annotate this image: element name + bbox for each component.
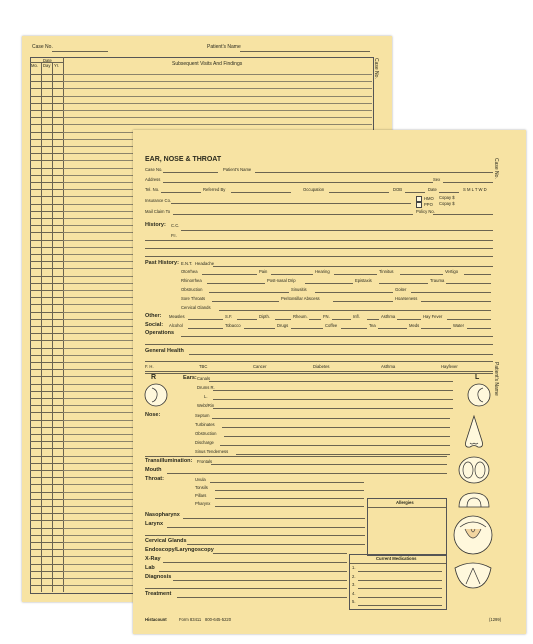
grid-col-line: [63, 57, 64, 592]
ppo-label: PPO: [424, 202, 433, 208]
med-number: 1.: [352, 565, 356, 570]
other-item: Infl.: [353, 314, 360, 319]
social-item: Tea: [369, 323, 376, 328]
grid-row-line: [30, 268, 63, 269]
grid-row-line: [30, 189, 63, 190]
footer-phone: 800-645-5220: [205, 617, 232, 622]
ear-l-label: L: [475, 374, 480, 381]
grid-row-line: [30, 88, 63, 89]
operations-label: Operations: [145, 330, 175, 336]
lab-label: Lab: [145, 565, 155, 571]
drums-l-label: L.: [204, 394, 208, 399]
field-line: [177, 597, 347, 598]
field-line[interactable]: [244, 328, 275, 329]
dob-label: DOB: [393, 187, 403, 192]
field-line: [163, 182, 433, 183]
grid-row-line: [30, 513, 63, 514]
endoscopy-label: Endoscopy/Laryngoscopy: [145, 547, 214, 553]
grid-row-line: [30, 218, 63, 219]
field-line[interactable]: [215, 506, 364, 507]
policy-label: Policy No.: [416, 209, 435, 214]
ear-left-icon: [466, 382, 492, 408]
field-line: [211, 464, 447, 465]
field-line[interactable]: [236, 454, 450, 455]
grid-row-line: [30, 304, 63, 305]
back-side-label: Case No.: [373, 58, 379, 79]
field-line: [167, 473, 447, 474]
social-item: Water: [453, 323, 465, 328]
nose-bottom-icon: [455, 454, 493, 486]
field-line: [163, 562, 347, 563]
field-line[interactable]: [467, 328, 491, 329]
history-line[interactable]: [145, 248, 493, 249]
general-health-label: General Health: [145, 348, 184, 354]
past-history-item: Cervical Glands: [181, 305, 211, 310]
transillumination-label: Transillumination:: [145, 458, 193, 464]
grid-row-line: [30, 153, 63, 154]
field-line[interactable]: [210, 482, 364, 483]
occupation-label: Occupation: [303, 187, 325, 192]
grid-row-line: [30, 348, 63, 349]
hmo-label: HMO: [424, 196, 434, 202]
grid-row-line: [30, 398, 63, 399]
field-line: [213, 266, 493, 267]
grid-row-line: [30, 297, 63, 298]
social-label: Social:: [145, 322, 164, 328]
grid-row-line: [30, 556, 63, 557]
grid-row-line: [30, 578, 63, 579]
social-item: Drugs: [277, 323, 289, 328]
field-line: [183, 518, 365, 519]
grid-row-line: [30, 463, 63, 464]
grid-row-line: [30, 196, 63, 197]
grid-row-line: [30, 412, 63, 413]
copay-label-2: Copay $: [439, 201, 455, 206]
past-history-item: Vertigo: [445, 269, 459, 274]
grid-row-line: [30, 384, 63, 385]
field-line[interactable]: [379, 283, 428, 284]
social-item: Meds: [409, 323, 420, 328]
larynx-icon: [451, 560, 495, 590]
field-line[interactable]: [237, 319, 257, 320]
grid-row-line: [30, 232, 63, 233]
copay-label: Copay $: [439, 195, 455, 200]
nose-item: Sinus Tenderness: [195, 449, 229, 454]
other-label: Other:: [145, 313, 162, 319]
field-line: [171, 203, 411, 204]
fh-item: Asthma: [381, 364, 396, 369]
field-line: [433, 214, 493, 215]
past-history-item: Pain: [259, 269, 268, 274]
grid-row-line: [30, 261, 63, 262]
treatment-label: Treatment: [145, 591, 172, 597]
grid-row-line: [30, 405, 63, 406]
field-line: [161, 192, 201, 193]
field-line[interactable]: [400, 274, 443, 275]
field-line: [173, 580, 347, 581]
grid-row-line: [30, 484, 63, 485]
field-line[interactable]: [222, 427, 450, 428]
grid-row-line: [30, 542, 63, 543]
history-line[interactable]: [145, 240, 493, 241]
other-item: Rheum.: [293, 314, 308, 319]
med-number: 4.: [352, 590, 356, 596]
grid-row-line: [30, 276, 63, 277]
grid-row-line: [30, 110, 63, 111]
back-case-no-line: [52, 51, 108, 52]
side-case-no: Case No.: [493, 158, 499, 179]
grid-row-line: [30, 211, 63, 212]
mouth-label: Mouth: [145, 467, 162, 473]
field-line: [173, 214, 413, 215]
grid-row-line: [30, 96, 63, 97]
social-item: Tobacco: [225, 323, 241, 328]
grid-row-line: [30, 333, 63, 334]
other-item: Asthma: [381, 314, 396, 319]
past-history-item: Sinusitis: [291, 287, 307, 292]
field-line: [145, 344, 493, 345]
nasopharynx-label: Nasopharynx: [145, 512, 180, 518]
field-line[interactable]: [291, 328, 323, 329]
grid-row-line: [30, 62, 63, 63]
grid-row-line: [30, 204, 63, 205]
field-line[interactable]: [188, 319, 223, 320]
field-line: [181, 336, 493, 337]
back-case-no-label: Case No.: [32, 44, 53, 50]
med-line[interactable]: [358, 571, 442, 572]
front-sheet: [133, 130, 526, 634]
findings-line[interactable]: [63, 117, 372, 118]
date-header: Date: [43, 58, 52, 63]
field-line[interactable]: [212, 418, 450, 419]
allergies-box[interactable]: [367, 498, 447, 556]
field-line[interactable]: [315, 292, 393, 293]
past-history-item: Trauma: [430, 278, 445, 283]
past-history-item: Epistaxis: [355, 278, 372, 283]
grid-row-line: [30, 441, 63, 442]
smltw-label: S M L T W D: [463, 187, 487, 192]
box-divider: [350, 563, 446, 564]
grid-row-line: [30, 175, 63, 176]
other-item: S.F.: [225, 314, 233, 319]
field-line: [439, 192, 459, 193]
ppo-checkbox[interactable]: [416, 202, 433, 208]
insurance-label: Insurance Co.: [145, 198, 172, 203]
fh-label: F. H.: [145, 364, 154, 369]
med-number: 2.: [352, 573, 356, 579]
mail-claim-label: Mail Claim To: [145, 209, 171, 214]
form-title: EAR, NOSE & THROAT: [145, 156, 222, 163]
field-line[interactable]: [378, 328, 407, 329]
divider: [145, 373, 493, 374]
field-line[interactable]: [209, 292, 289, 293]
field-line: [189, 354, 493, 355]
med-line[interactable]: [358, 588, 442, 589]
grid-row-line: [30, 81, 63, 82]
past-history-item: Goiter: [395, 287, 407, 292]
canals-label: Canals: [197, 376, 211, 381]
field-line[interactable]: [367, 319, 379, 320]
ears-label: Ears:: [183, 375, 197, 381]
ear-right-icon: [143, 382, 169, 408]
field-line: [213, 553, 347, 554]
field-line[interactable]: [145, 456, 447, 457]
med-number: 5.: [352, 599, 356, 604]
drums-r-label: Drums R.: [197, 385, 215, 390]
field-line[interactable]: [464, 274, 491, 275]
grid-row-line: [30, 470, 63, 471]
grid-row-line: [30, 74, 63, 75]
throat-label: Throat:: [145, 476, 164, 482]
ent-label: E.N.T.: [181, 261, 193, 266]
field-line[interactable]: [446, 283, 491, 284]
field-line: [231, 192, 291, 193]
findings-line[interactable]: [63, 81, 372, 82]
past-history-item: Post-nasal Drip: [267, 278, 296, 283]
findings-line[interactable]: [63, 88, 372, 89]
field-line[interactable]: [332, 319, 351, 320]
nose-item: Turbinates: [195, 422, 215, 427]
grid-row-line: [30, 477, 63, 478]
side-patients-name: Patient's Name: [493, 362, 499, 396]
history-line[interactable]: [181, 230, 493, 231]
grid-row-line: [30, 283, 63, 284]
field-line[interactable]: [334, 274, 377, 275]
field-line: [329, 192, 389, 193]
fh-item: Cancer: [253, 364, 267, 369]
past-history-item: Otorrhea: [181, 269, 198, 274]
field-line: [145, 361, 493, 362]
field-line[interactable]: [220, 445, 450, 446]
back-patient-name-label: Patient's Name: [207, 44, 241, 50]
field-line[interactable]: [411, 292, 491, 293]
field-line[interactable]: [421, 301, 491, 302]
field-line[interactable]: [309, 319, 321, 320]
field-line[interactable]: [207, 283, 265, 284]
field-line[interactable]: [145, 371, 493, 372]
past-history-item: Rhinorrhea: [181, 278, 202, 283]
throat-item: Pharynx: [195, 501, 211, 506]
nose-item: Obstruction: [195, 431, 217, 436]
field-line: [167, 527, 365, 528]
col-mo: Mo.: [31, 63, 38, 68]
field-line[interactable]: [275, 319, 291, 320]
grid-row-line: [30, 391, 63, 392]
fh-item: TBC: [199, 364, 208, 369]
field-line[interactable]: [333, 301, 393, 302]
grid-row-line: [30, 240, 63, 241]
grid-row-line: [30, 549, 63, 550]
field-line[interactable]: [215, 498, 364, 499]
findings-header: Subsequent Visits And Findings: [172, 61, 243, 67]
grid-row-line: [30, 535, 63, 536]
grid-row-line: [30, 168, 63, 169]
field-line[interactable]: [421, 328, 451, 329]
field-line: [405, 192, 425, 193]
address-label: Address: [145, 177, 161, 182]
fh-item: Diabetes: [313, 364, 330, 369]
current-meds-label: Current Medications: [376, 556, 417, 561]
social-item: Alcohol: [169, 323, 183, 328]
nasopharynx-icon: [455, 489, 493, 511]
history-label: History:: [145, 222, 166, 228]
med-line[interactable]: [358, 580, 442, 581]
grid-row-line: [30, 326, 63, 327]
past-history-item: Peritonsillar Abscess: [281, 296, 320, 301]
grid-row-line: [30, 182, 63, 183]
grid-row-line: [30, 146, 63, 147]
grid-row-line: [30, 160, 63, 161]
grid-row-line: [30, 340, 63, 341]
field-line: [255, 172, 493, 173]
cervical-glands-label: Cervical Glands: [145, 538, 187, 544]
field-line: [209, 381, 453, 382]
back-patient-name-line: [240, 51, 370, 52]
field-line: [145, 588, 347, 589]
diagnosis-label: Diagnosis: [145, 574, 172, 580]
grid-row-line: [30, 420, 63, 421]
col-day: Day: [43, 63, 51, 68]
findings-line[interactable]: [63, 124, 372, 125]
box-divider: [368, 507, 446, 508]
tel-label: Tel. No.: [145, 187, 160, 192]
nose-label: Nose:: [145, 412, 161, 418]
field-line[interactable]: [202, 274, 257, 275]
past-history-item: Tinnitus: [379, 269, 394, 274]
nose-front-icon: [456, 413, 492, 451]
field-line[interactable]: [215, 490, 364, 491]
xray-label: X-Ray: [145, 556, 161, 562]
footer-code: (1299): [489, 617, 502, 622]
footer-form: Form 83411: [179, 617, 202, 622]
grid-row-line: [30, 427, 63, 428]
field-line[interactable]: [305, 283, 353, 284]
other-item: Hay Fever: [423, 314, 443, 319]
grid-row-line: [30, 124, 63, 125]
frontals-label: Frontals: [197, 459, 213, 464]
field-line[interactable]: [341, 328, 367, 329]
grid-row-line: [30, 362, 63, 363]
col-yr: Yr.: [54, 63, 60, 68]
footer-brand: Histacount: [145, 617, 167, 622]
field-line[interactable]: [212, 301, 279, 302]
grid-row-line: [30, 520, 63, 521]
mouth-throat-icon: [451, 513, 495, 557]
nose-item: Discharge: [195, 440, 214, 445]
fh-item: Hayfever: [441, 364, 458, 369]
grid-row-line: [30, 376, 63, 377]
grid-row-line: [30, 448, 63, 449]
field-line[interactable]: [188, 328, 223, 329]
field-line: [159, 571, 347, 572]
grid-row-line: [30, 492, 63, 493]
field-line[interactable]: [447, 319, 491, 320]
findings-line[interactable]: [63, 74, 372, 75]
referred-label: Referred By: [203, 187, 226, 192]
med-line[interactable]: [358, 605, 442, 606]
grid-row-line: [30, 132, 63, 133]
field-line: [187, 544, 365, 545]
grid-row-line: [30, 585, 63, 586]
past-history-item: Sore Throats: [181, 296, 206, 301]
patients-name-label: Patient's Name: [223, 167, 252, 172]
allergies-label: Allergies: [396, 500, 414, 505]
findings-line[interactable]: [63, 96, 372, 97]
nose-item: Septum: [195, 413, 210, 418]
grid-row-line: [30, 139, 63, 140]
past-history-item: Hearing: [315, 269, 330, 274]
med-number: 3.: [352, 582, 356, 587]
grid-row-line: [30, 225, 63, 226]
findings-line[interactable]: [63, 103, 372, 104]
sex-label: Sex: [433, 177, 441, 182]
field-line: [213, 399, 453, 400]
grid-row-line: [30, 355, 63, 356]
grid-row-line: [30, 528, 63, 529]
field-line: [163, 172, 218, 173]
grid-row-line: [30, 434, 63, 435]
past-history-item: Obstruction: [181, 287, 203, 292]
field-line: [443, 182, 493, 183]
grid-row-line: [30, 254, 63, 255]
past-history-label: Past History:: [145, 260, 179, 266]
throat-item: Pillars: [195, 493, 207, 498]
grid-row-line: [30, 247, 63, 248]
history-line[interactable]: [145, 256, 493, 257]
grid-row-line: [30, 312, 63, 313]
field-line: [213, 408, 453, 409]
past-history-item: Hoarseness: [395, 296, 418, 301]
headache-label: Headache: [195, 261, 215, 266]
cc-label: C.C.: [171, 223, 180, 228]
field-line[interactable]: [397, 319, 421, 320]
other-item: Measles: [169, 314, 185, 319]
field-line: [213, 390, 453, 391]
date-label: Date: [428, 187, 437, 192]
grid-row-line: [30, 290, 63, 291]
grid-row-line: [30, 117, 63, 118]
weber-label: Webt/Rin: [197, 403, 215, 408]
ear-r-label: R: [151, 374, 157, 381]
larynx-label: Larynx: [145, 521, 164, 527]
field-line: [145, 535, 365, 536]
grid-row-line: [30, 564, 63, 565]
throat-item: Uvula: [195, 477, 206, 482]
med-line[interactable]: [358, 597, 442, 598]
social-item: Coffee: [325, 323, 338, 328]
field-line[interactable]: [271, 274, 313, 275]
grid-row-line: [30, 103, 63, 104]
pi-label: P.I.: [171, 233, 177, 238]
other-item: Dipth.: [259, 314, 270, 319]
other-item: FN.: [323, 314, 330, 319]
grid-row-line: [30, 369, 63, 370]
findings-line[interactable]: [63, 110, 372, 111]
grid-row-line: [30, 319, 63, 320]
grid-row-line: [30, 506, 63, 507]
case-no-label: Case No.: [145, 167, 163, 172]
grid-row-line: [30, 456, 63, 457]
grid-row-line: [30, 499, 63, 500]
throat-item: Tonsils: [195, 485, 208, 490]
current-medications-box[interactable]: [349, 554, 447, 610]
field-line[interactable]: [219, 310, 491, 311]
field-line[interactable]: [224, 436, 450, 437]
grid-row-line: [30, 571, 63, 572]
